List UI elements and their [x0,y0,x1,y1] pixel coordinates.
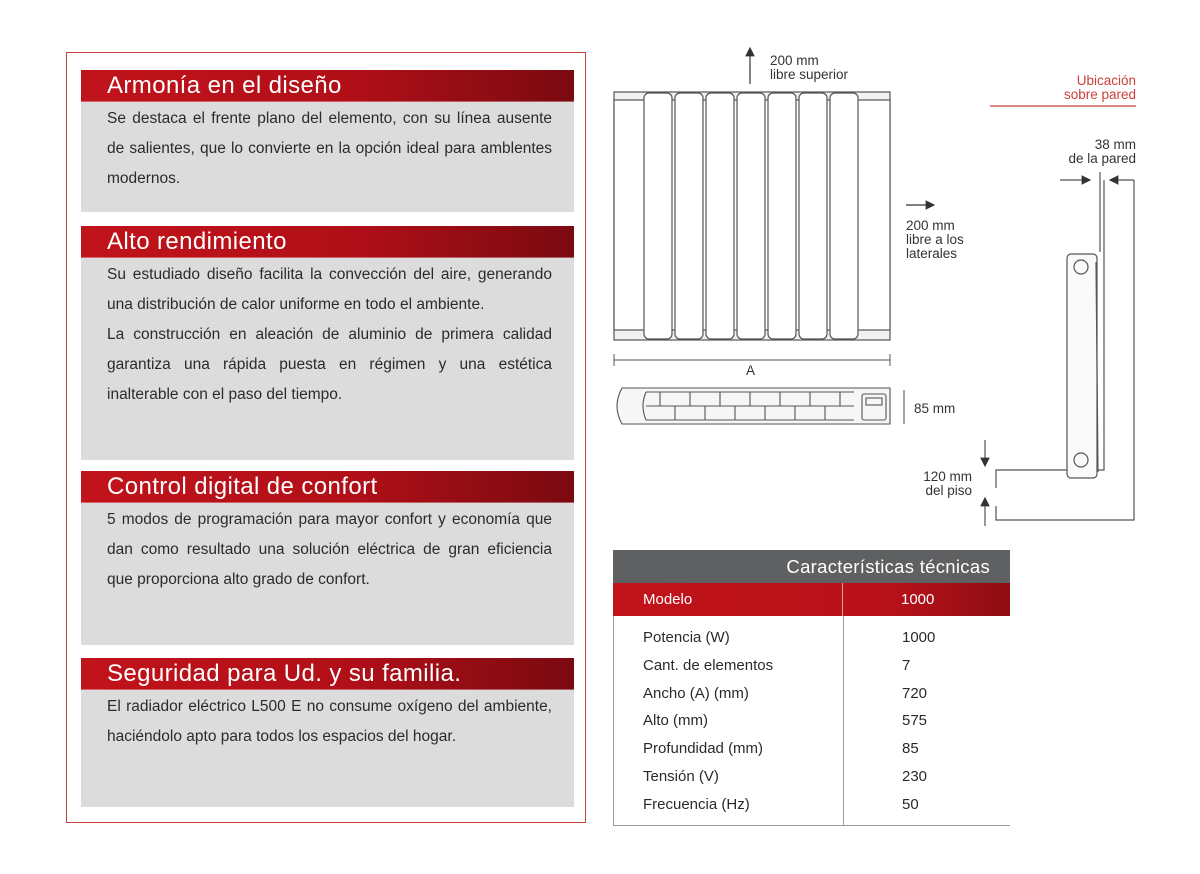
floor-distance-text: del piso [925,483,972,498]
wall-placement-title [1000,74,1136,102]
spec-value: 7 [902,656,911,674]
feature-text: Se destaca el frente plano del elemento, con su línea ausente de salientes, que lo convierte en la opción ideal para amblentes modernos. [107,110,552,187]
width-label: A [746,363,756,378]
wall-title-line: sobre pared [1063,87,1136,102]
side-clearance-value: 200 mm [906,218,955,233]
floor-distance-label [900,470,972,498]
top-clearance-text: libre superior [770,67,849,82]
wall-title-line: Ubicación [1076,73,1136,88]
feature-text: El radiador eléctrico L500 E no consume oxígeno del ambiente, haciéndolo apto para todos los espacios del hogar. [107,698,552,745]
depth-label: 85 mm [914,401,956,416]
side-clearance-text: laterales [906,246,958,261]
spec-label: Cant. de elementos [643,656,774,674]
table-row [614,707,1010,735]
feature-title: Alto rendimiento [81,226,574,258]
spec-label: Alto (mm) [643,712,708,730]
specs-header-value: 1000 [901,591,935,608]
wall-distance-label [1040,138,1136,166]
specs-table [613,550,1010,826]
feature-title: Seguridad para Ud. y su familia. [81,658,574,690]
spec-label: Ancho (A) (mm) [643,684,749,702]
spec-value: 575 [902,712,928,730]
specs-title: Características técnicas [613,550,1010,583]
feature-text: Su estudiado diseño facilita la convección del aire, generando una distribución de calor uniforme en todo el ambiente. [107,266,552,313]
radiator-front-view [614,92,890,340]
wall-side-view [985,106,1136,526]
table-row [614,791,1010,819]
table-row [614,624,1010,652]
feature-title: Control digital de confort [81,471,574,503]
spec-value: 85 [902,740,919,758]
side-clearance-label [906,219,964,261]
spec-label: Potencia (W) [643,629,730,646]
radiator-top-view [617,388,904,424]
top-clearance-label [770,54,848,82]
spec-label: Profundidad (mm) [643,740,764,758]
specs-header-row [613,583,1010,616]
specs-header-label: Modelo [643,591,693,608]
floor-distance-value: 120 mm [923,469,972,484]
spec-label: Frecuencia (Hz) [643,795,750,813]
table-row [614,680,1010,708]
feature-text: La construcción en aleación de aluminio de primera calidad garantiza una rápida puesta en régimen y una estética inalterable con el paso del tiempo. [107,326,552,403]
table-row [614,735,1010,763]
feature-text: 5 modos de programación para mayor confort y economía que dan como resultado una solución eléctrica de gran eficiencia que proporciona alto grado de confort. [107,511,552,588]
column-divider [842,583,843,616]
table-row [614,763,1010,791]
spec-value: 50 [902,795,919,813]
spec-label: Tensión (V) [643,767,719,785]
side-clearance-text: libre a los [906,232,964,247]
spec-value: 720 [902,684,928,702]
feature-title: Armonía en el diseño [81,70,574,102]
spec-value: 1000 [902,629,936,646]
specs-body [613,616,1010,826]
top-clearance-value: 200 mm [770,53,819,68]
wall-distance-value: 38 mm [1094,137,1136,152]
table-row [614,652,1010,680]
spec-value: 230 [902,767,928,785]
wall-distance-text: de la pared [1068,151,1136,166]
